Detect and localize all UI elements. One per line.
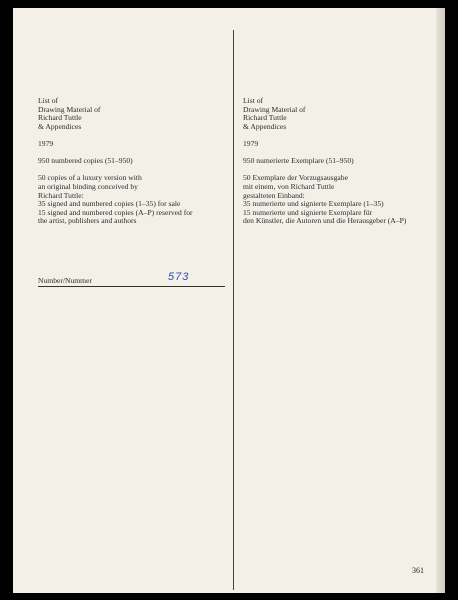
title-line: List of <box>38 96 59 105</box>
german-column <box>243 97 438 226</box>
title-line: & Appendices <box>243 121 287 131</box>
column-divider <box>233 30 234 590</box>
title-line: Drawing Material of <box>38 104 101 114</box>
page-edge-shadow <box>436 8 445 593</box>
luxury-line: mit einem, von Richard Tuttle <box>243 181 335 191</box>
luxury-line: den Künstler, die Autoren und die Herausgeber (A–P) <box>243 216 407 226</box>
page-number: 361 <box>412 566 424 575</box>
number-label: Number/Nummer <box>38 276 92 285</box>
title-line: Richard Tuttle <box>38 113 82 123</box>
english-column <box>38 97 228 226</box>
title-line: & Appendices <box>38 121 82 131</box>
luxury-line: 15 signed and numbered copies (A–P) reserved for <box>38 207 193 217</box>
handwritten-number: 573 <box>168 271 190 283</box>
luxury-line: 15 numerierte und signierte Exemplare für <box>243 207 373 217</box>
year: 1979 <box>243 138 259 148</box>
title-line: Richard Tuttle <box>243 113 287 123</box>
luxury-line: the artist, publishers and authors <box>38 216 137 226</box>
edition-info: 950 numerierte Exemplare (51–950) <box>243 156 354 166</box>
luxury-line: Richard Tuttle: <box>38 190 84 200</box>
edition-info: 950 numbered copies (51–950) <box>38 156 133 166</box>
luxury-line: gestalteten Einband: <box>243 190 305 200</box>
luxury-line: 35 signed and numbered copies (1–35) for sale <box>38 199 181 209</box>
luxury-line: 35 numerierte und signierte Exemplare (1–35) <box>243 199 384 209</box>
title-line: Drawing Material of <box>243 104 306 114</box>
luxury-line: 50 Exemplare der Vorzugsausgabe <box>243 173 348 183</box>
year: 1979 <box>38 138 54 148</box>
title-line: List of <box>243 96 264 105</box>
copy-number-field <box>38 271 225 287</box>
luxury-line: 50 copies of a luxury version with <box>38 173 142 183</box>
book-page <box>13 8 445 593</box>
luxury-line: an original binding conceived by <box>38 181 138 191</box>
